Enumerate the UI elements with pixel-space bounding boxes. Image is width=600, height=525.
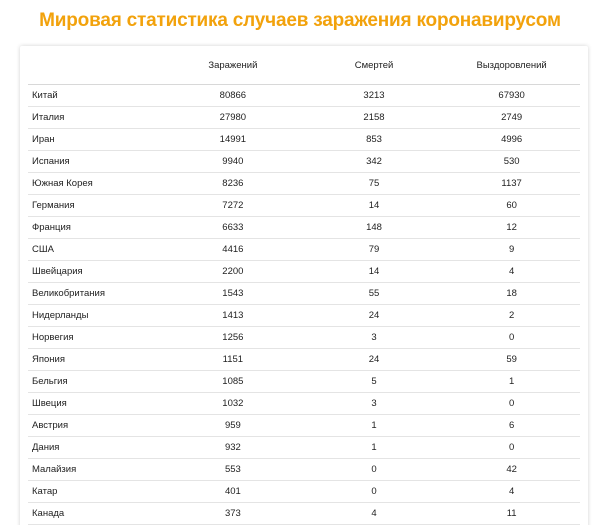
table-row [28,415,580,437]
header-country [28,46,161,85]
cell-country: Франция [28,217,161,239]
cell-cases: 932 [161,437,305,459]
cell-cases: 6633 [161,217,305,239]
cell-recovered: 4 [443,261,580,283]
cell-recovered: 18 [443,283,580,305]
cell-country: Норвегия [28,327,161,349]
table-header [28,46,580,85]
header-row [28,46,580,85]
table-row [28,195,580,217]
cell-country: Иран [28,129,161,151]
cell-recovered: 59 [443,349,580,371]
table-row [28,459,580,481]
cell-country: Южная Корея [28,173,161,195]
cell-cases: 1085 [161,371,305,393]
cell-recovered: 42 [443,459,580,481]
cell-deaths: 1 [305,437,444,459]
table-row [28,283,580,305]
table-row [28,305,580,327]
table-row [28,239,580,261]
table-row [28,217,580,239]
cell-cases: 2200 [161,261,305,283]
cell-deaths: 148 [305,217,444,239]
cell-country: Италия [28,107,161,129]
cell-country: США [28,239,161,261]
cell-country: Нидерланды [28,305,161,327]
table-row [28,481,580,503]
header-recovered: Выздоровлений [443,46,580,85]
table-row [28,261,580,283]
cell-recovered: 530 [443,151,580,173]
table-row [28,129,580,151]
cell-country: Китай [28,85,161,107]
cell-recovered: 0 [443,327,580,349]
cell-country: Швеция [28,393,161,415]
table-row [28,173,580,195]
table-row [28,85,580,107]
cell-cases: 4416 [161,239,305,261]
cell-country: Испания [28,151,161,173]
cell-recovered: 2749 [443,107,580,129]
cell-country: Германия [28,195,161,217]
cell-recovered: 1137 [443,173,580,195]
cell-deaths: 1 [305,415,444,437]
cell-deaths: 3 [305,393,444,415]
cell-cases: 1543 [161,283,305,305]
cell-deaths: 3 [305,327,444,349]
cell-cases: 14991 [161,129,305,151]
cell-recovered: 4 [443,481,580,503]
stats-table [28,46,580,525]
header-cases: Заражений [161,46,305,85]
cell-cases: 80866 [161,85,305,107]
cell-country: Катар [28,481,161,503]
cell-deaths: 0 [305,459,444,481]
cell-recovered: 67930 [443,85,580,107]
cell-deaths: 24 [305,349,444,371]
cell-cases: 1151 [161,349,305,371]
table-row [28,349,580,371]
cell-cases: 553 [161,459,305,481]
table-row [28,393,580,415]
table-body [28,85,580,525]
cell-deaths: 55 [305,283,444,305]
cell-deaths: 24 [305,305,444,327]
table-row [28,107,580,129]
cell-deaths: 2158 [305,107,444,129]
cell-recovered: 9 [443,239,580,261]
cell-country: Швейцария [28,261,161,283]
cell-cases: 1256 [161,327,305,349]
cell-cases: 7272 [161,195,305,217]
table-row [28,371,580,393]
cell-deaths: 5 [305,371,444,393]
cell-deaths: 4 [305,503,444,525]
cell-cases: 373 [161,503,305,525]
cell-deaths: 342 [305,151,444,173]
page-title: Мировая статистика случаев заражения коронавирусом [39,10,561,31]
cell-recovered: 11 [443,503,580,525]
header-deaths: Смертей [305,46,444,85]
cell-country: Дания [28,437,161,459]
cell-country: Малайзия [28,459,161,481]
cell-cases: 959 [161,415,305,437]
table-row [28,327,580,349]
cell-deaths: 853 [305,129,444,151]
cell-country: Великобритания [28,283,161,305]
cell-country: Япония [28,349,161,371]
table-row [28,151,580,173]
cell-cases: 8236 [161,173,305,195]
table-row [28,437,580,459]
cell-cases: 1032 [161,393,305,415]
cell-country: Канада [28,503,161,525]
cell-deaths: 75 [305,173,444,195]
cell-deaths: 3213 [305,85,444,107]
cell-deaths: 14 [305,261,444,283]
cell-recovered: 4996 [443,129,580,151]
table-row [28,503,580,525]
cell-country: Бельгия [28,371,161,393]
cell-cases: 27980 [161,107,305,129]
cell-deaths: 14 [305,195,444,217]
cell-recovered: 1 [443,371,580,393]
stats-table-card [20,46,588,525]
cell-deaths: 79 [305,239,444,261]
cell-recovered: 6 [443,415,580,437]
cell-recovered: 60 [443,195,580,217]
cell-cases: 9940 [161,151,305,173]
cell-recovered: 0 [443,437,580,459]
cell-recovered: 2 [443,305,580,327]
cell-cases: 1413 [161,305,305,327]
cell-cases: 401 [161,481,305,503]
cell-deaths: 0 [305,481,444,503]
cell-recovered: 12 [443,217,580,239]
cell-country: Австрия [28,415,161,437]
cell-recovered: 0 [443,393,580,415]
